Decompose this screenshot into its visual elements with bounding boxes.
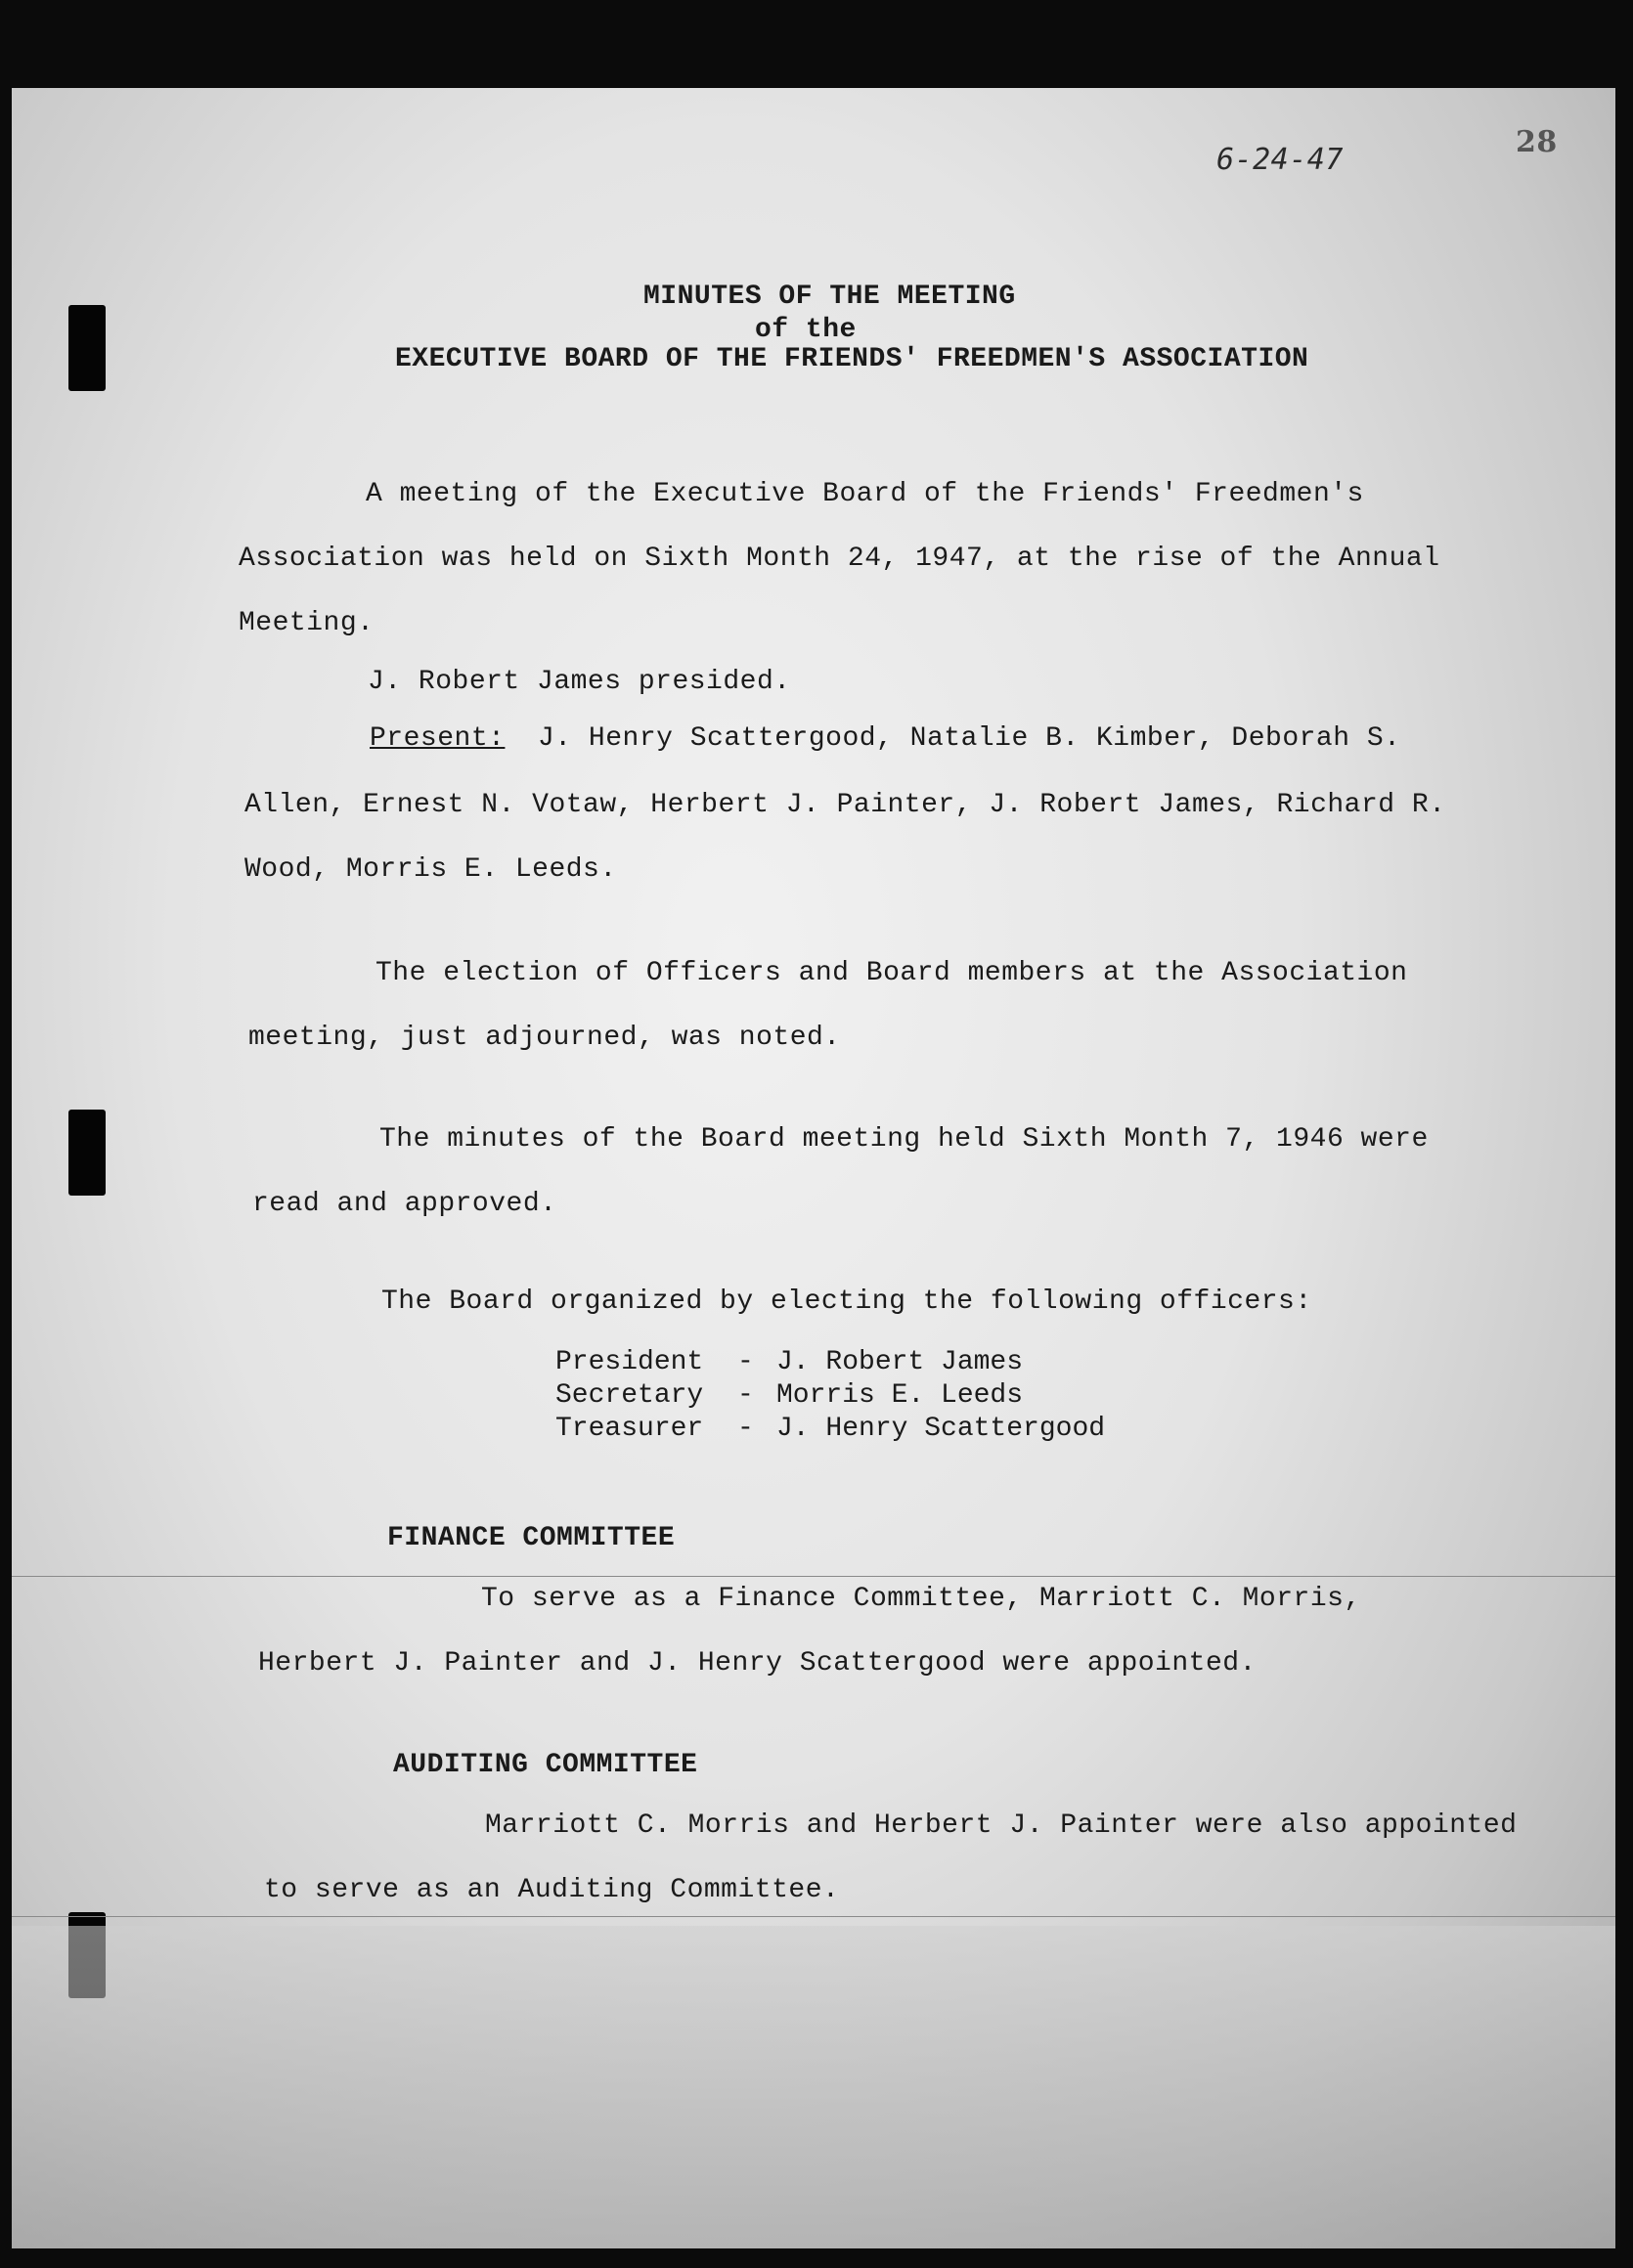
auditing-line-1: Marriott C. Morris and Herbert J. Painter were also appointed <box>485 1810 1518 1841</box>
binder-hole-top <box>68 305 106 391</box>
officer-role: Secretary <box>555 1380 704 1411</box>
officer-role: Treasurer <box>555 1414 704 1444</box>
binder-hole-middle <box>68 1110 106 1196</box>
fold-line-1 <box>12 1576 1615 1577</box>
officer-dash: - <box>737 1347 754 1377</box>
officer-dash: - <box>737 1414 754 1444</box>
paragraph-intro-line-1: A meeting of the Executive Board of the Friends' Freedmen's <box>366 479 1364 509</box>
election-line-2: meeting, just adjourned, was noted. <box>248 1023 841 1053</box>
minutes-line-1: The minutes of the Board meeting held Sixth Month 7, 1946 were <box>379 1124 1429 1155</box>
presided-line: J. Robert James presided. <box>368 667 791 697</box>
officer-role: President <box>555 1347 704 1377</box>
officer-name: Morris E. Leeds <box>776 1380 1024 1411</box>
title-line-3: EXECUTIVE BOARD OF THE FRIENDS' FREEDMEN'S ASSOCIATION <box>395 344 1309 374</box>
document-page <box>12 88 1615 2248</box>
officer-dash: - <box>737 1380 754 1411</box>
organized-line: The Board organized by electing the following officers: <box>381 1287 1312 1317</box>
auditing-line-2: to serve as an Auditing Committee. <box>264 1875 840 1905</box>
finance-line-1: To serve as a Finance Committee, Marriott C. Morris, <box>481 1584 1361 1614</box>
paragraph-intro-line-2: Association was held on Sixth Month 24, 1947, at the rise of the Annual <box>239 544 1440 574</box>
auditing-heading: AUDITING COMMITTEE <box>393 1750 698 1780</box>
finance-heading: FINANCE COMMITTEE <box>387 1523 676 1553</box>
fold-line-2 <box>12 1916 1615 1917</box>
title-line-1: MINUTES OF THE MEETING <box>643 282 1016 312</box>
date-stamp: 6-24-47 <box>1216 143 1344 177</box>
officer-name: J. Henry Scattergood <box>776 1414 1106 1444</box>
present-line-1: J. Henry Scattergood, Natalie B. Kimber, Deborah S. <box>538 723 1401 754</box>
officer-name: J. Robert James <box>776 1347 1024 1377</box>
present-label: Present: <box>370 723 506 754</box>
election-line-1: The election of Officers and Board members at the Association <box>375 958 1408 988</box>
bottom-shading <box>12 1926 1615 2248</box>
page-number: 28 <box>1516 125 1558 159</box>
title-line-2: of the <box>755 315 857 345</box>
present-line-2: Allen, Ernest N. Votaw, Herbert J. Painter, J. Robert James, Richard R. <box>244 790 1446 820</box>
paragraph-intro-line-3: Meeting. <box>239 608 375 638</box>
present-line-3: Wood, Morris E. Leeds. <box>244 854 617 885</box>
finance-line-2: Herbert J. Painter and J. Henry Scattergood were appointed. <box>258 1648 1257 1679</box>
minutes-line-2: read and approved. <box>252 1189 557 1219</box>
